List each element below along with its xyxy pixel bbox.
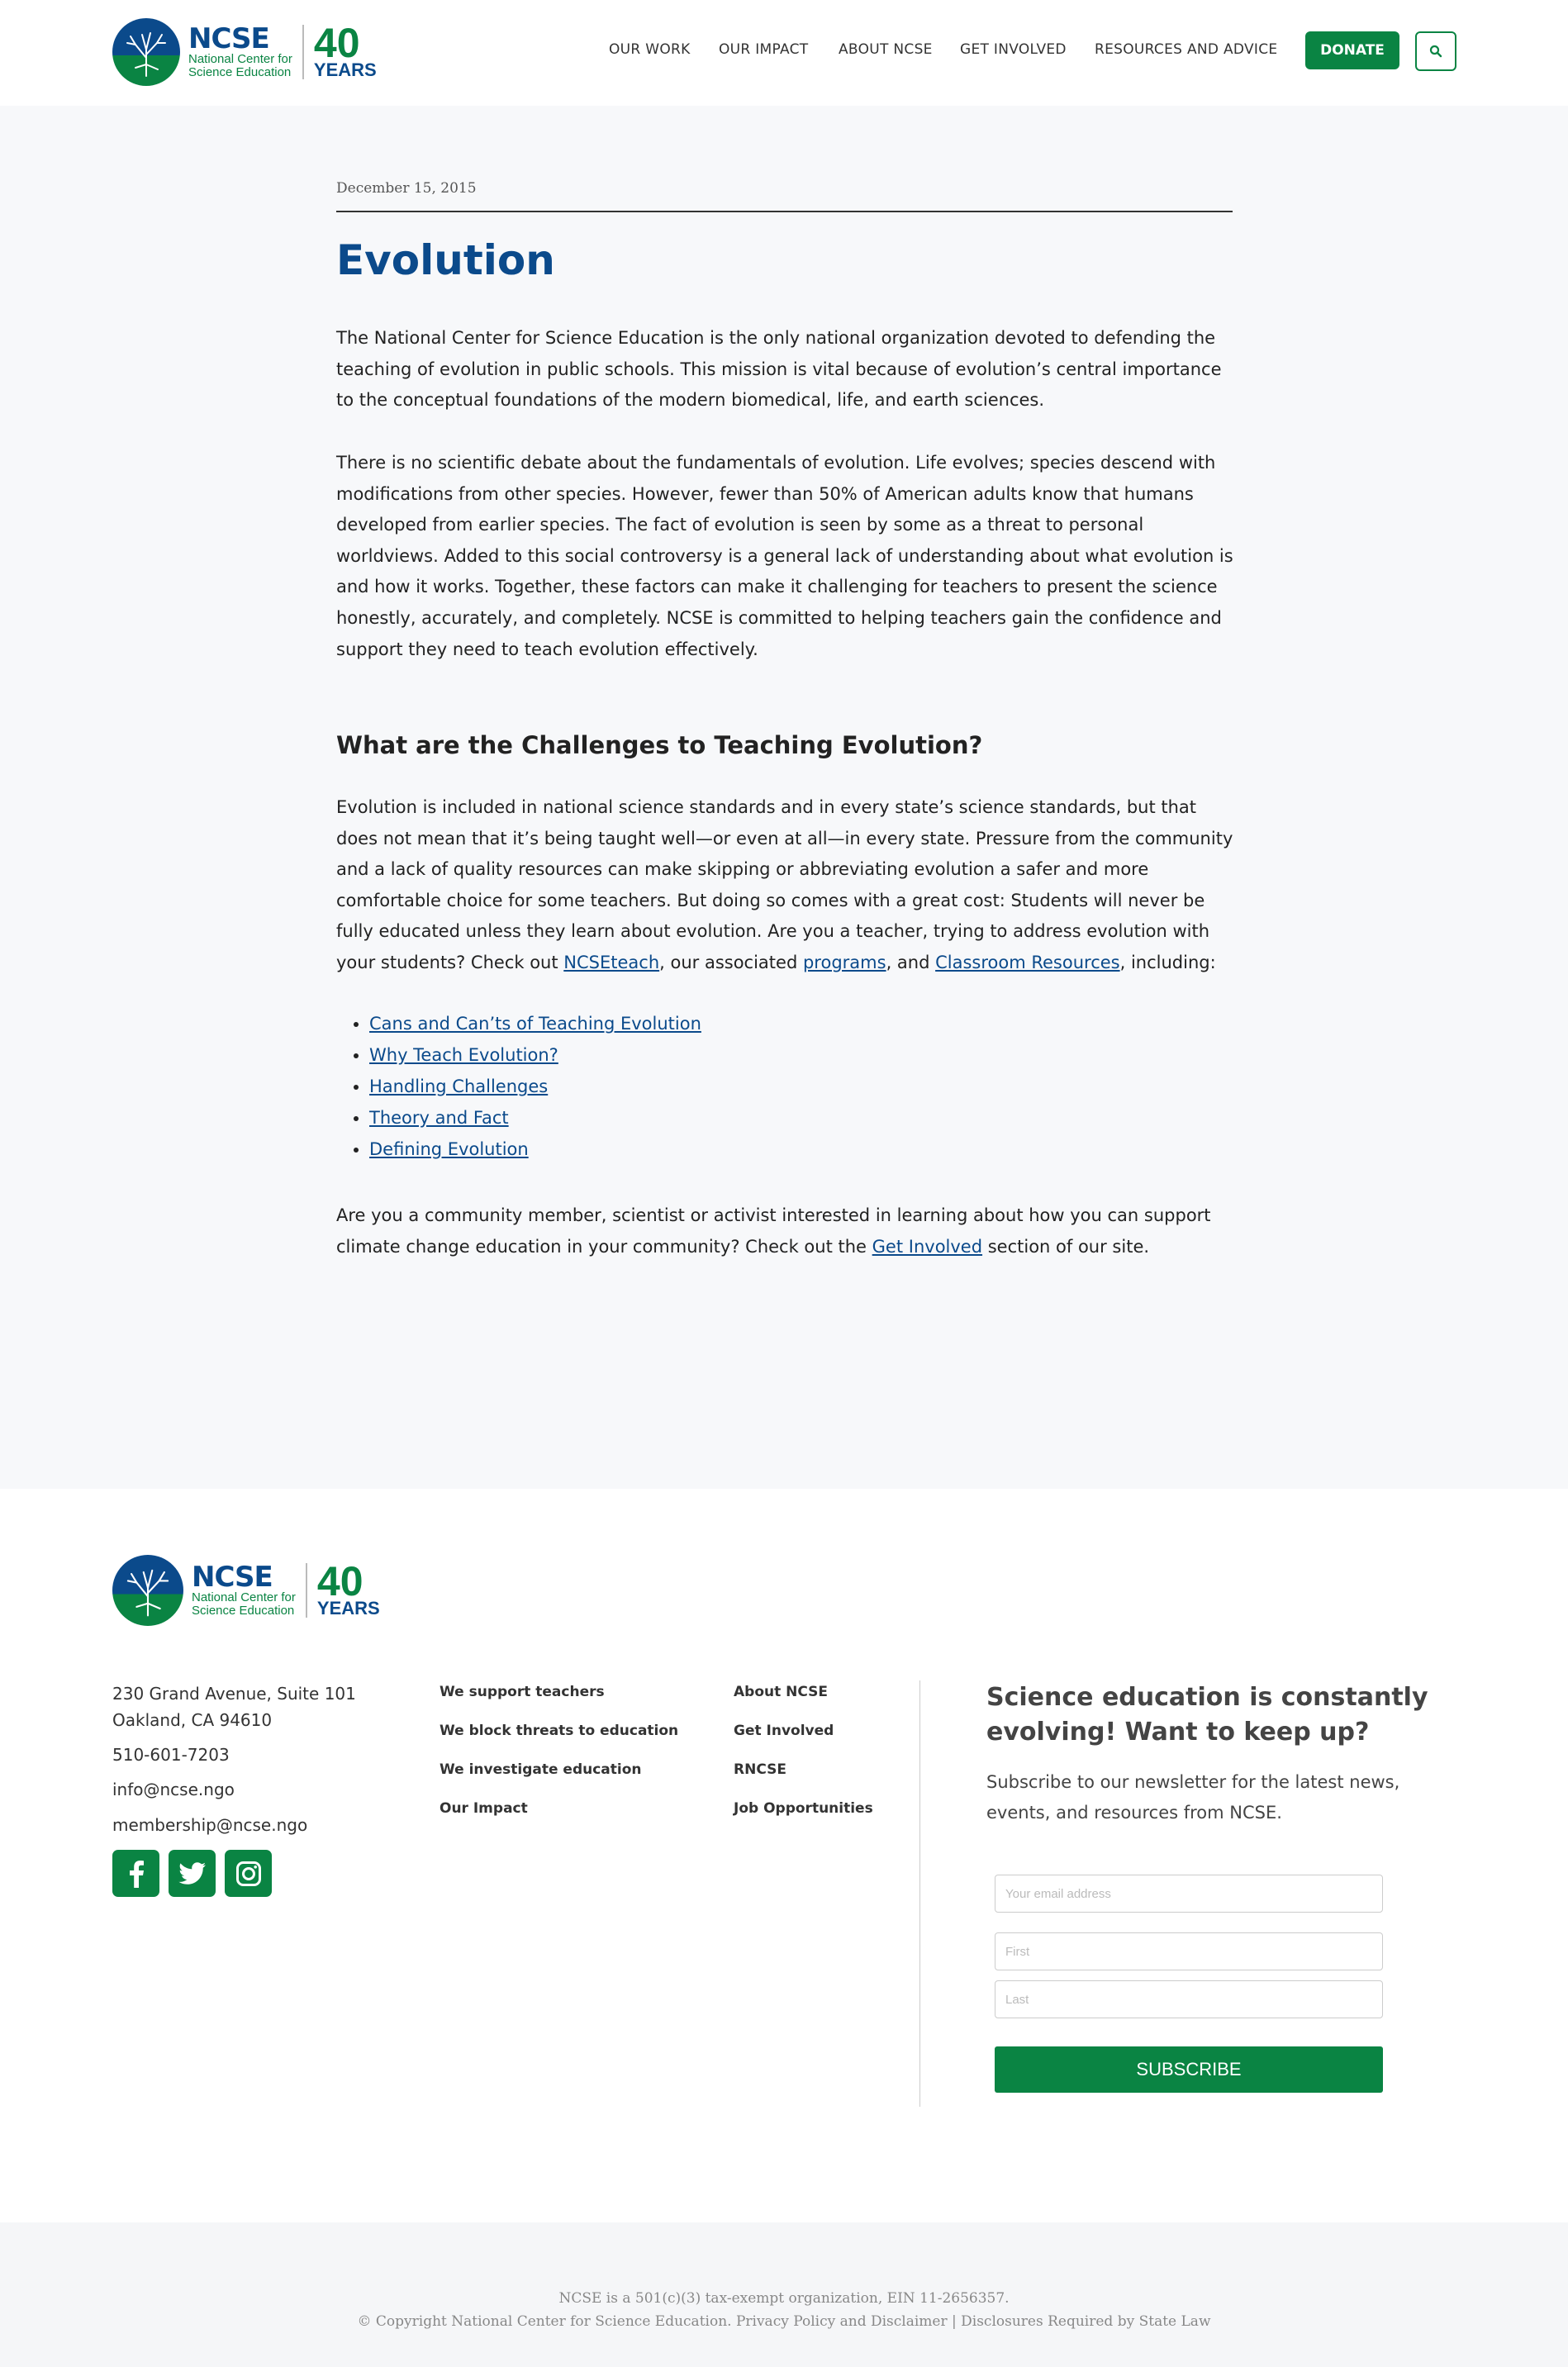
newsletter-heading: Science education is constantly evolving! Want to keep up? bbox=[986, 1683, 1428, 1747]
facebook-icon bbox=[124, 1860, 149, 1888]
footer-link-we-investigate[interactable]: We investigate education bbox=[440, 1761, 642, 1778]
list-item bbox=[369, 1039, 701, 1071]
logo-40: 40 bbox=[313, 20, 360, 66]
copyright-notice: © Copyright National Center for Science Education. Privacy Policy and Disclaimer | Disclosures Required by State Law bbox=[357, 2313, 1211, 2330]
address-line-2: Oakland, CA 94610 bbox=[112, 1710, 273, 1730]
logo-ncse-text: NCSE bbox=[188, 22, 269, 55]
paragraph-4-text-2: section of our site. bbox=[982, 1236, 1150, 1257]
resource-link-defining-evolution[interactable]: Defining Evolution bbox=[369, 1139, 529, 1159]
newsletter-email-input[interactable] bbox=[995, 1875, 1383, 1913]
footer-divider bbox=[919, 1680, 920, 2107]
logo-subtitle-1: National Center for bbox=[188, 52, 292, 66]
instagram-icon bbox=[235, 1861, 262, 1887]
section-heading: What are the Challenges to Teaching Evolution? bbox=[336, 731, 983, 759]
paragraph-3-text: Evolution is included in national science standards and in every state’s science standards, but that does not mean that it’s being taught well—or even at all—in every state. Pressure from the community and a lack of quality resources can make skipping or abbreviating evolution a safer and more comfortable choice for some teachers. But doing so comes with a great cost: Students will never be fully educated unless they learn about evolution. Are you a teacher, trying to address evolution with your students? Check out bbox=[336, 797, 1233, 972]
nav-our-work[interactable]: OUR WORK bbox=[609, 41, 691, 58]
paragraph-4-text: Are you a community member, scientist or activist interested in learning about how you can support climate change education in your community? Check out the bbox=[336, 1205, 1211, 1257]
resource-list bbox=[369, 1008, 701, 1165]
tax-exempt-notice: NCSE is a 501(c)(3) tax-exempt organization, EIN 11-2656357. bbox=[558, 2290, 1010, 2307]
nav-our-impact[interactable]: OUR IMPACT bbox=[719, 41, 809, 58]
instagram-button[interactable] bbox=[225, 1850, 272, 1897]
footer-link-our-impact[interactable]: Our Impact bbox=[440, 1800, 528, 1817]
resource-link-theory-and-fact[interactable]: Theory and Fact bbox=[369, 1108, 509, 1128]
phone-number[interactable]: 510-601-7203 bbox=[112, 1745, 230, 1765]
newsletter-last-name-input[interactable] bbox=[995, 1980, 1383, 2018]
site-footer bbox=[0, 1489, 1568, 2222]
article-main bbox=[0, 106, 1568, 1489]
footer-link-we-support-teachers[interactable]: We support teachers bbox=[440, 1684, 605, 1700]
resource-link-cans-and-cants[interactable]: Cans and Can’ts of Teaching Evolution bbox=[369, 1014, 701, 1034]
copyright-bar bbox=[0, 2222, 1568, 2367]
logo-years: YEARS bbox=[316, 1598, 380, 1618]
nav-resources-and-advice[interactable]: RESOURCES AND ADVICE bbox=[1095, 41, 1278, 58]
tree-of-life-icon bbox=[112, 1555, 183, 1626]
social-links bbox=[112, 1850, 272, 1897]
address-line-1: 230 Grand Avenue, Suite 101 bbox=[112, 1684, 356, 1704]
footer-link-rncse[interactable]: RNCSE bbox=[734, 1761, 786, 1778]
resource-link-why-teach[interactable]: Why Teach Evolution? bbox=[369, 1045, 558, 1065]
paragraph-3-text-2: , our associated bbox=[659, 952, 803, 972]
logo-subtitle-1: National Center for bbox=[192, 1590, 296, 1604]
footer-link-job-opportunities[interactable]: Job Opportunities bbox=[734, 1800, 873, 1817]
membership-email[interactable]: membership@ncse.ngo bbox=[112, 1815, 308, 1835]
subscribe-button[interactable]: SUBSCRIBE bbox=[995, 2046, 1383, 2093]
twitter-icon bbox=[178, 1862, 207, 1885]
footer-logo[interactable] bbox=[112, 1555, 380, 1626]
logo-subtitle-2: Science Education bbox=[192, 1604, 295, 1618]
newsletter-first-name-input[interactable] bbox=[995, 1932, 1383, 1970]
article-paragraph-3 bbox=[336, 792, 1237, 979]
nav-get-involved[interactable]: GET INVOLVED bbox=[960, 41, 1067, 58]
article-date: December 15, 2015 bbox=[336, 180, 477, 197]
footer-link-about-ncse[interactable]: About NCSE bbox=[734, 1684, 829, 1700]
logo-divider bbox=[306, 1563, 307, 1618]
ncseteach-link[interactable]: NCSEteach bbox=[563, 952, 660, 972]
site-header bbox=[0, 0, 1568, 106]
article-paragraph-2: There is no scientific debate about the fundamentals of evolution. Life evolves; species descend with modifications from other species. However, fewer than 50% of American adults know that humans developed from earlier species. The fact of evolution is seen by some as a threat to personal worldviews. Added to this social controversy is a general lack of understanding about what evolution is and how it works. Together, these factors can make it challenging for teachers to present the science honestly, accurately, and completely. NCSE is committed to helping teachers gain the confidence and support they need to teach evolution effectively. bbox=[336, 453, 1233, 659]
logo-years: YEARS bbox=[313, 59, 377, 80]
search-button[interactable] bbox=[1415, 31, 1456, 71]
search-icon bbox=[1429, 45, 1442, 58]
donate-button[interactable]: DONATE bbox=[1305, 31, 1399, 69]
newsletter-subtitle: Subscribe to our newsletter for the latest news, events, and resources from NCSE. bbox=[986, 1772, 1400, 1823]
article-paragraph-1: The National Center for Science Education is the only national organization devoted to defending the teaching of evolution in public schools. This mission is vital because of evolution’s central importance to the conceptual foundations of the modern biomedical, life, and earth sciences. bbox=[336, 328, 1222, 411]
logo-40: 40 bbox=[316, 1558, 363, 1604]
programs-link[interactable]: programs bbox=[802, 952, 886, 972]
classroom-resources-link[interactable]: Classroom Resources bbox=[935, 952, 1120, 972]
paragraph-3-text-4: , including: bbox=[1119, 952, 1216, 972]
list-item bbox=[369, 1134, 701, 1165]
resource-link-handling-challenges[interactable]: Handling Challenges bbox=[369, 1077, 549, 1096]
list-item bbox=[369, 1102, 701, 1134]
info-email[interactable]: info@ncse.ngo bbox=[112, 1780, 235, 1799]
logo-subtitle-2: Science Education bbox=[188, 65, 292, 79]
article-divider bbox=[336, 211, 1233, 212]
paragraph-3-text-3: , and bbox=[886, 952, 936, 972]
twitter-button[interactable] bbox=[169, 1850, 216, 1897]
footer-link-we-block-threats[interactable]: We block threats to education bbox=[440, 1723, 679, 1739]
article-paragraph-4 bbox=[336, 1200, 1237, 1262]
page-title: Evolution bbox=[336, 236, 555, 284]
facebook-button[interactable] bbox=[112, 1850, 159, 1897]
nav-about-ncse[interactable]: ABOUT NCSE bbox=[839, 41, 933, 58]
footer-link-get-involved[interactable]: Get Involved bbox=[734, 1723, 834, 1739]
list-item bbox=[369, 1071, 701, 1102]
logo-ncse-text: NCSE bbox=[192, 1561, 273, 1594]
get-involved-link[interactable]: Get Involved bbox=[872, 1236, 983, 1257]
list-item bbox=[369, 1008, 701, 1039]
